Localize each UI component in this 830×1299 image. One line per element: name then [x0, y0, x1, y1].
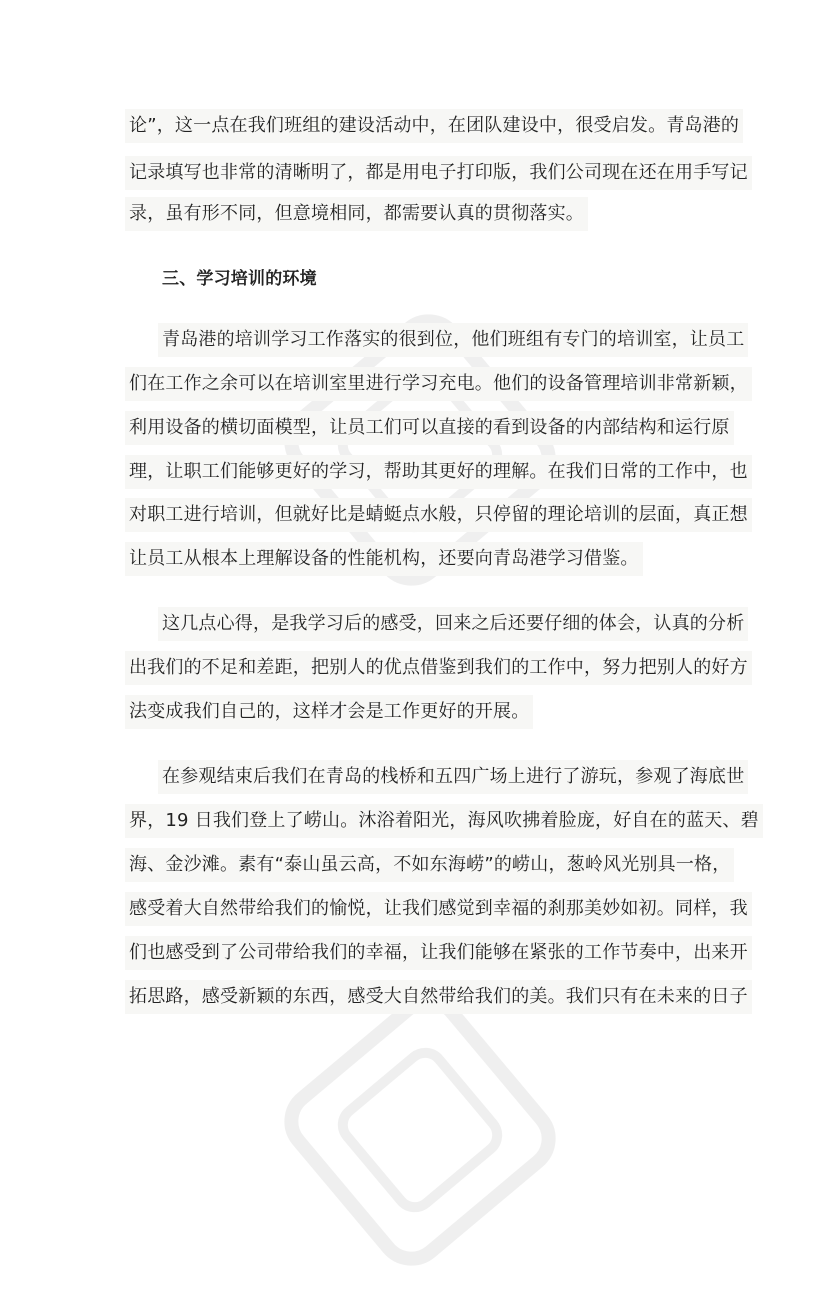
- text-line: 让员工从根本上理解设备的性能机构，还要向青岛港学习借鉴。: [125, 542, 643, 576]
- text-line: 们也感受到了公司带给我们的幸福，让我们能够在紧张的工作节奏中，出来开: [125, 936, 752, 970]
- text-line: 感受着大自然带给我们的愉悦，让我们感觉到幸福的刹那美妙如初。同样，我: [125, 892, 752, 926]
- text-line: 界，19 日我们登上了崂山。沐浴着阳光，海风吹拂着脸庞，好自在的蓝天、碧: [125, 804, 763, 838]
- text-line: 青岛港的培训学习工作落实的很到位，他们班组有专门的培训室，让员工: [158, 323, 748, 357]
- text-line: 们在工作之余可以在培训室里进行学习充电。他们的设备管理培训非常新颖，: [125, 367, 752, 401]
- text-line: 录，虽有形不同，但意境相同，都需要认真的贯彻落实。: [125, 197, 588, 231]
- text-line: 海、金沙滩。素有“泰山虽云高，不如东海崂”的崂山，葱岭风光别具一格，: [125, 848, 734, 882]
- text-line: 记录填写也非常的清晰明了，都是用电子打印版，我们公司现在还在用手写记: [125, 156, 752, 190]
- text-line: 拓思路，感受新颖的东西，感受大自然带给我们的美。我们只有在未来的日子: [125, 980, 752, 1014]
- text-line: 利用设备的横切面模型，让员工们可以直接的看到设备的内部结构和运行原: [125, 411, 734, 445]
- text-line: 在参观结束后我们在青岛的栈桥和五四广场上进行了游玩，参观了海底世: [158, 760, 748, 794]
- section-heading: 三、学习培训的环境: [162, 269, 317, 289]
- text-line: 论”，这一点在我们班组的建设活动中，在团队建设中，很受启发。青岛港的: [125, 109, 743, 143]
- text-line: 对职工进行培训，但就好比是蜻蜓点水般，只停留的理论培训的层面，真正想: [125, 498, 752, 532]
- text-line: 出我们的不足和差距，把别人的优点借鉴到我们的工作中，努力把别人的好方: [125, 651, 752, 685]
- text-line: 法变成我们自己的，这样才会是工作更好的开展。: [125, 695, 533, 729]
- text-line: 这几点心得，是我学习后的感受，回来之后还要仔细的体会，认真的分析: [158, 607, 748, 641]
- text-line: 理，让职工们能够更好的学习，帮助其更好的理解。在我们日常的工作中，也: [125, 455, 752, 489]
